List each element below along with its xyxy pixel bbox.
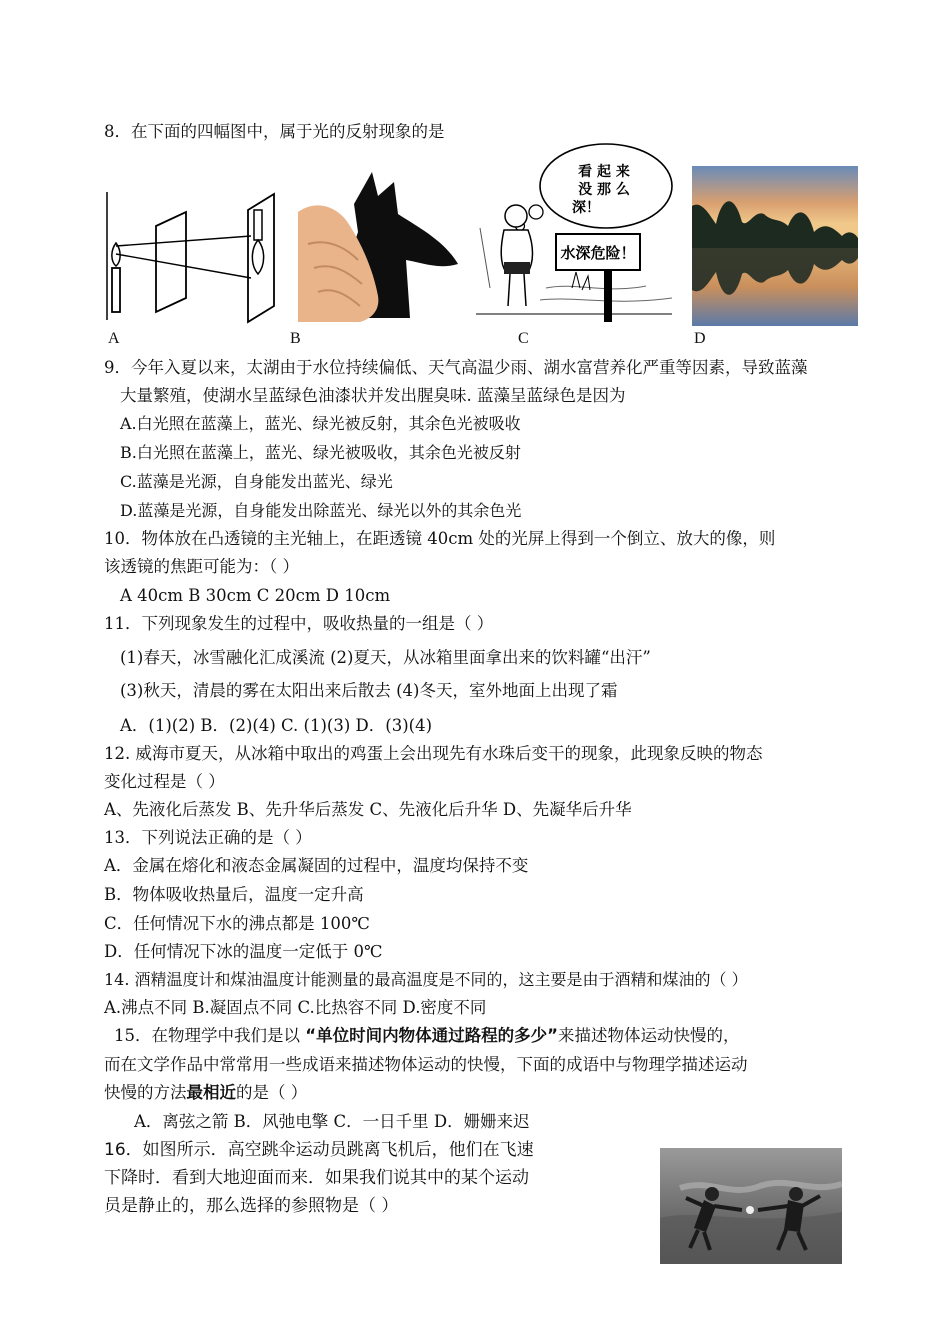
skydivers-photo xyxy=(660,1148,842,1264)
q16-line2: 下降时．看到大地迎面而来．如果我们说其中的某个运动 xyxy=(104,1168,529,1188)
q10-line2: 该透镜的焦距可能为：（ ） xyxy=(104,557,299,576)
q9-line2: 大量繁殖，使湖水呈蓝绿色油漆状并发出腥臭味. 蓝藻呈蓝绿色是因为 xyxy=(120,386,626,405)
q13-option-d: D．任何情况下冰的温度一定低于 0℃ xyxy=(104,942,383,961)
q11-line-b: (3)秋天，清晨的雾在太阳出来后散去 (4)冬天，室外地面上出现了霜 xyxy=(120,681,618,700)
hand-shadow-figure xyxy=(298,168,464,322)
q15-options: A．离弦之箭 B．风弛电擎 C．一日千里 D．姗姗来迟 xyxy=(134,1112,530,1131)
q11-stem: 11．下列现象发生的过程中，吸收热量的一组是（ ） xyxy=(104,614,494,633)
q9-line1: 9．今年入夏以来，太湖由于水位持续偏低、天气高温少雨、湖水富营养化严重等因素，导致蓝藻 xyxy=(104,358,808,377)
q15-line1-end: 来描述物体运动快慢的， xyxy=(557,1026,740,1045)
q15-line3-end: 的是（ ） xyxy=(236,1083,308,1102)
q15-line1-start: 15．在物理学中我们是以 xyxy=(114,1026,306,1045)
q11-line-a: (1)春天，冰雪融化汇成溪流 (2)夏天，从冰箱里面拿出来的饮料罐“出汗” xyxy=(120,648,651,667)
q9-option-c: C.蓝藻是光源，自身能发出蓝光、绿光 xyxy=(120,472,393,491)
q15-emphasis: “单位时间内物体通过路程的多少” xyxy=(305,1026,558,1045)
q14-options: A.沸点不同 B.凝固点不同 C.比热容不同 D.密度不同 xyxy=(104,998,487,1017)
figure-label-d: D xyxy=(694,330,706,347)
q13-option-a: A．金属在熔化和液态金属凝固的过程中，温度均保持不变 xyxy=(104,856,529,875)
sign-text: 水深危险！ xyxy=(560,244,636,262)
q10-line1: 10．物体放在凸透镜的主光轴上，在距透镜 40cm 处的光屏上得到一个倒立、放大的像，则 xyxy=(104,529,776,548)
q13-option-b: B．物体吸收热量后，温度一定升高 xyxy=(104,885,364,904)
q9-option-d: D.蓝藻是光源，自身能发出除蓝光、绿光以外的其余色光 xyxy=(120,501,522,520)
q12-line2: 变化过程是（ ） xyxy=(104,772,225,791)
pinhole-figure xyxy=(106,188,282,324)
water-depth-figure xyxy=(476,138,676,324)
q15-line1 xyxy=(114,1024,739,1048)
q14-stem: 14. 酒精温度计和煤油温度计能测量的最高温度是不同的，这主要是由于酒精和煤油的（ ） xyxy=(104,970,748,989)
q15-line2: 而在文学作品中常常用一些成语来描述物体运动的快慢，下面的成语中与物理学描述运动 xyxy=(104,1055,748,1074)
q16-line1: 16．如图所示．高空跳伞运动员跳离飞机后，他们在飞速 xyxy=(104,1140,534,1160)
q13-stem: 13．下列说法正确的是（ ） xyxy=(104,828,312,847)
q12-options: A、先液化后蒸发 B、先升华后蒸发 C、先液化后升华 D、先凝华后升华 xyxy=(104,800,632,819)
q9-option-b: B.白光照在蓝藻上，蓝光、绿光被吸收，其余色光被反射 xyxy=(120,443,521,462)
q15-line3 xyxy=(104,1081,307,1105)
figure-label-b: B xyxy=(290,330,301,347)
q12-line1: 12. 威海市夏天，从冰箱中取出的鸡蛋上会出现先有水珠后变干的现象，此现象反映的物态 xyxy=(104,744,763,763)
inverted-candle xyxy=(254,210,262,240)
q8-stem: 8．在下面的四幅图中，属于光的反射现象的是 xyxy=(104,122,445,141)
q13-option-c: C．任何情况下水的沸点都是 100℃ xyxy=(104,914,370,933)
reflection-photo xyxy=(692,166,858,326)
inverted-flame xyxy=(252,240,263,274)
bubble-line-3: 深！ xyxy=(572,200,600,216)
bubble-line-1: 看 起 来 xyxy=(578,164,630,180)
bubble-line-2: 没 那 么 xyxy=(578,182,630,198)
q9-option-a: A.白光照在蓝藻上，蓝光、绿光被反射，其余色光被吸收 xyxy=(120,414,521,433)
q15-key-word: 最相近 xyxy=(186,1083,236,1102)
q15-line3-start: 快慢的方法 xyxy=(104,1083,187,1102)
figure-label-a: A xyxy=(108,330,120,347)
candle-body xyxy=(112,268,120,312)
q10-options: A 40cm B 30cm C 20cm D 10cm xyxy=(120,586,391,605)
man-head-icon xyxy=(505,205,527,227)
q16-line3: 员是静止的，那么选择的参照物是（ ） xyxy=(104,1196,399,1216)
q11-options: A．(1)(2) B．(2)(4) C. (1)(3) D．(3)(4) xyxy=(120,716,433,735)
figure-label-c: C xyxy=(518,330,529,347)
